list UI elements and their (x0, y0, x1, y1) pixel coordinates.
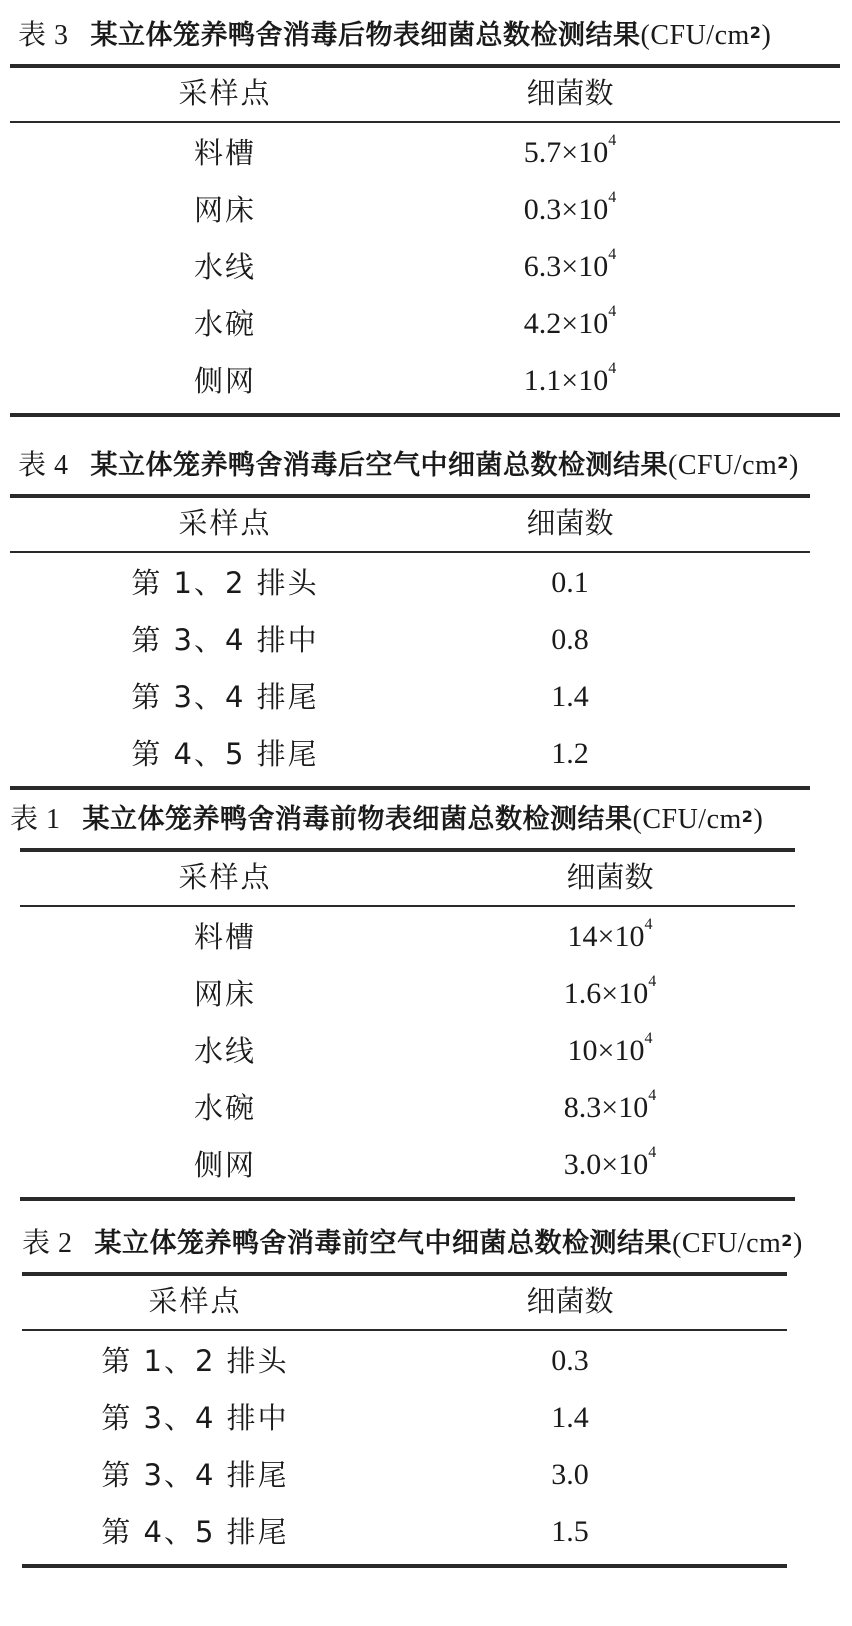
count-exponent: 4 (648, 973, 657, 990)
table-row (0, 611, 852, 669)
header-sampling-point: 采样点 (178, 860, 272, 894)
table-number: 表 2 (22, 1228, 73, 1259)
bottom-rule (22, 1564, 787, 1568)
sampling-point-cell: 网床 (193, 977, 256, 1011)
header-sampling-point: 采样点 (178, 506, 272, 540)
sampling-point-cell: 水线 (193, 1034, 256, 1068)
count-mantissa: 0.3 (551, 1344, 589, 1377)
bacteria-count-cell (480, 668, 660, 726)
table-unit: (CFU/cm (672, 1228, 782, 1259)
count-exponent: 4 (608, 303, 617, 320)
table-row (0, 1079, 852, 1137)
header-rule (20, 905, 795, 907)
bacteria-count-cell (480, 238, 660, 296)
unit-exponent: 2 (777, 453, 789, 472)
header-row (0, 494, 852, 552)
unit-close: ) (792, 1228, 803, 1259)
bacteria-count-cell (480, 1503, 660, 1561)
header-rule (10, 551, 810, 553)
bacteria-count-cell (480, 181, 660, 239)
count-exponent: 4 (608, 132, 617, 149)
bacteria-count-cell (520, 965, 700, 1023)
table-unit: (CFU/cm (632, 804, 742, 835)
bacteria-count-cell (480, 554, 660, 612)
table-row (0, 181, 852, 239)
unit-close: ) (788, 450, 799, 481)
header-row (0, 64, 852, 122)
table-row (0, 352, 852, 410)
table-unit: (CFU/cm (668, 450, 778, 481)
table-row (0, 124, 852, 182)
sampling-point-cell: 水碗 (193, 307, 256, 341)
unit-exponent: 2 (749, 23, 762, 42)
count-mantissa: 1.6×10 (563, 977, 649, 1010)
table-row (0, 965, 852, 1023)
sampling-point-cell: 第 1、2 排头 (101, 1344, 289, 1378)
count-mantissa: 0.8 (551, 623, 589, 656)
table-row (0, 1136, 852, 1194)
table-number: 表 4 (18, 450, 69, 481)
count-mantissa: 14×10 (567, 920, 645, 953)
count-exponent: 4 (608, 246, 617, 263)
sampling-point-cell: 第 3、4 排中 (131, 623, 319, 657)
bacteria-count-cell (480, 124, 660, 182)
bacteria-count-cell (520, 1022, 700, 1080)
bacteria-count-cell (480, 1446, 660, 1504)
count-mantissa: 3.0 (551, 1458, 589, 1491)
bacteria-count-cell (480, 1332, 660, 1390)
sampling-point-cell: 第 4、5 排尾 (131, 737, 319, 771)
table-row (0, 238, 852, 296)
header-sampling-point: 采样点 (178, 76, 272, 110)
count-mantissa: 10×10 (567, 1034, 645, 1067)
table-caption (18, 448, 799, 484)
count-mantissa: 3.0×10 (563, 1148, 649, 1181)
unit-close: ) (753, 804, 764, 835)
sampling-point-cell: 第 3、4 排尾 (101, 1458, 289, 1492)
count-mantissa: 1.5 (551, 1515, 589, 1548)
table-row (0, 554, 852, 612)
bacteria-count-cell (520, 1079, 700, 1137)
header-rule (10, 121, 840, 123)
count-exponent: 4 (644, 916, 653, 933)
bacteria-count-cell (480, 1389, 660, 1447)
count-mantissa: 1.1×10 (523, 364, 609, 397)
sampling-point-cell: 料槽 (193, 136, 256, 170)
bottom-rule (10, 786, 810, 790)
table-caption (10, 802, 763, 838)
sampling-point-cell: 侧网 (193, 1148, 256, 1182)
count-mantissa: 0.3×10 (523, 193, 609, 226)
sampling-point-cell: 第 3、4 排尾 (131, 680, 319, 714)
header-rule (22, 1329, 787, 1331)
bacteria-count-cell (520, 908, 700, 966)
count-mantissa: 1.4 (551, 1401, 589, 1434)
bottom-rule (20, 1197, 795, 1201)
count-exponent: 4 (608, 189, 617, 206)
count-mantissa: 1.4 (551, 680, 589, 713)
header-bacteria-count: 细菌数 (566, 860, 654, 894)
count-mantissa: 8.3×10 (563, 1091, 649, 1124)
header-bacteria-count: 细菌数 (526, 1284, 614, 1318)
sampling-point-cell: 水碗 (193, 1091, 256, 1125)
bacteria-count-cell (480, 295, 660, 353)
bacteria-count-cell (480, 352, 660, 410)
table-row (0, 1503, 852, 1561)
header-row (0, 1272, 852, 1330)
table-row (0, 1389, 852, 1447)
table-caption (18, 18, 771, 54)
sampling-point-cell: 侧网 (193, 364, 256, 398)
count-mantissa: 1.2 (551, 737, 589, 770)
table-row (0, 725, 852, 783)
bacteria-count-cell (480, 611, 660, 669)
count-mantissa: 4.2×10 (523, 307, 609, 340)
table-row (0, 668, 852, 726)
table-title: 某立体笼养鸭舍消毒后空气中细菌总数检测结果 (90, 450, 669, 481)
sampling-point-cell: 网床 (193, 193, 256, 227)
sampling-point-cell: 料槽 (193, 920, 256, 954)
count-exponent: 4 (648, 1087, 657, 1104)
count-mantissa: 5.7×10 (523, 136, 609, 169)
sampling-point-cell: 第 1、2 排头 (131, 566, 319, 600)
unit-close: ) (761, 20, 772, 51)
sampling-point-cell: 第 3、4 排中 (101, 1401, 289, 1435)
count-mantissa: 0.1 (551, 566, 589, 599)
table-row (0, 295, 852, 353)
sampling-point-cell: 第 4、5 排尾 (101, 1515, 289, 1549)
table-row (0, 1022, 852, 1080)
header-bacteria-count: 细菌数 (526, 76, 614, 110)
table-caption (22, 1226, 803, 1262)
bacteria-count-cell (480, 725, 660, 783)
sampling-point-cell: 水线 (193, 250, 256, 284)
table-title: 某立体笼养鸭舍消毒前空气中细菌总数检测结果 (94, 1228, 673, 1259)
count-exponent: 4 (608, 360, 617, 377)
table-row (0, 908, 852, 966)
bacteria-count-cell (520, 1136, 700, 1194)
header-sampling-point: 采样点 (148, 1284, 242, 1318)
table-row (0, 1332, 852, 1390)
header-row (0, 848, 852, 906)
table-unit: (CFU/cm (640, 20, 750, 51)
table-number: 表 3 (18, 20, 69, 51)
table-title: 某立体笼养鸭舍消毒前物表细菌总数检测结果 (82, 804, 633, 835)
unit-exponent: 2 (741, 807, 754, 826)
count-mantissa: 6.3×10 (523, 250, 609, 283)
bottom-rule (10, 413, 840, 417)
table-number: 表 1 (10, 804, 61, 835)
table-row (0, 1446, 852, 1504)
count-exponent: 4 (648, 1144, 657, 1161)
table-title: 某立体笼养鸭舍消毒后物表细菌总数检测结果 (90, 20, 641, 51)
header-bacteria-count: 细菌数 (526, 506, 614, 540)
unit-exponent: 2 (781, 1231, 793, 1250)
count-exponent: 4 (644, 1030, 653, 1047)
